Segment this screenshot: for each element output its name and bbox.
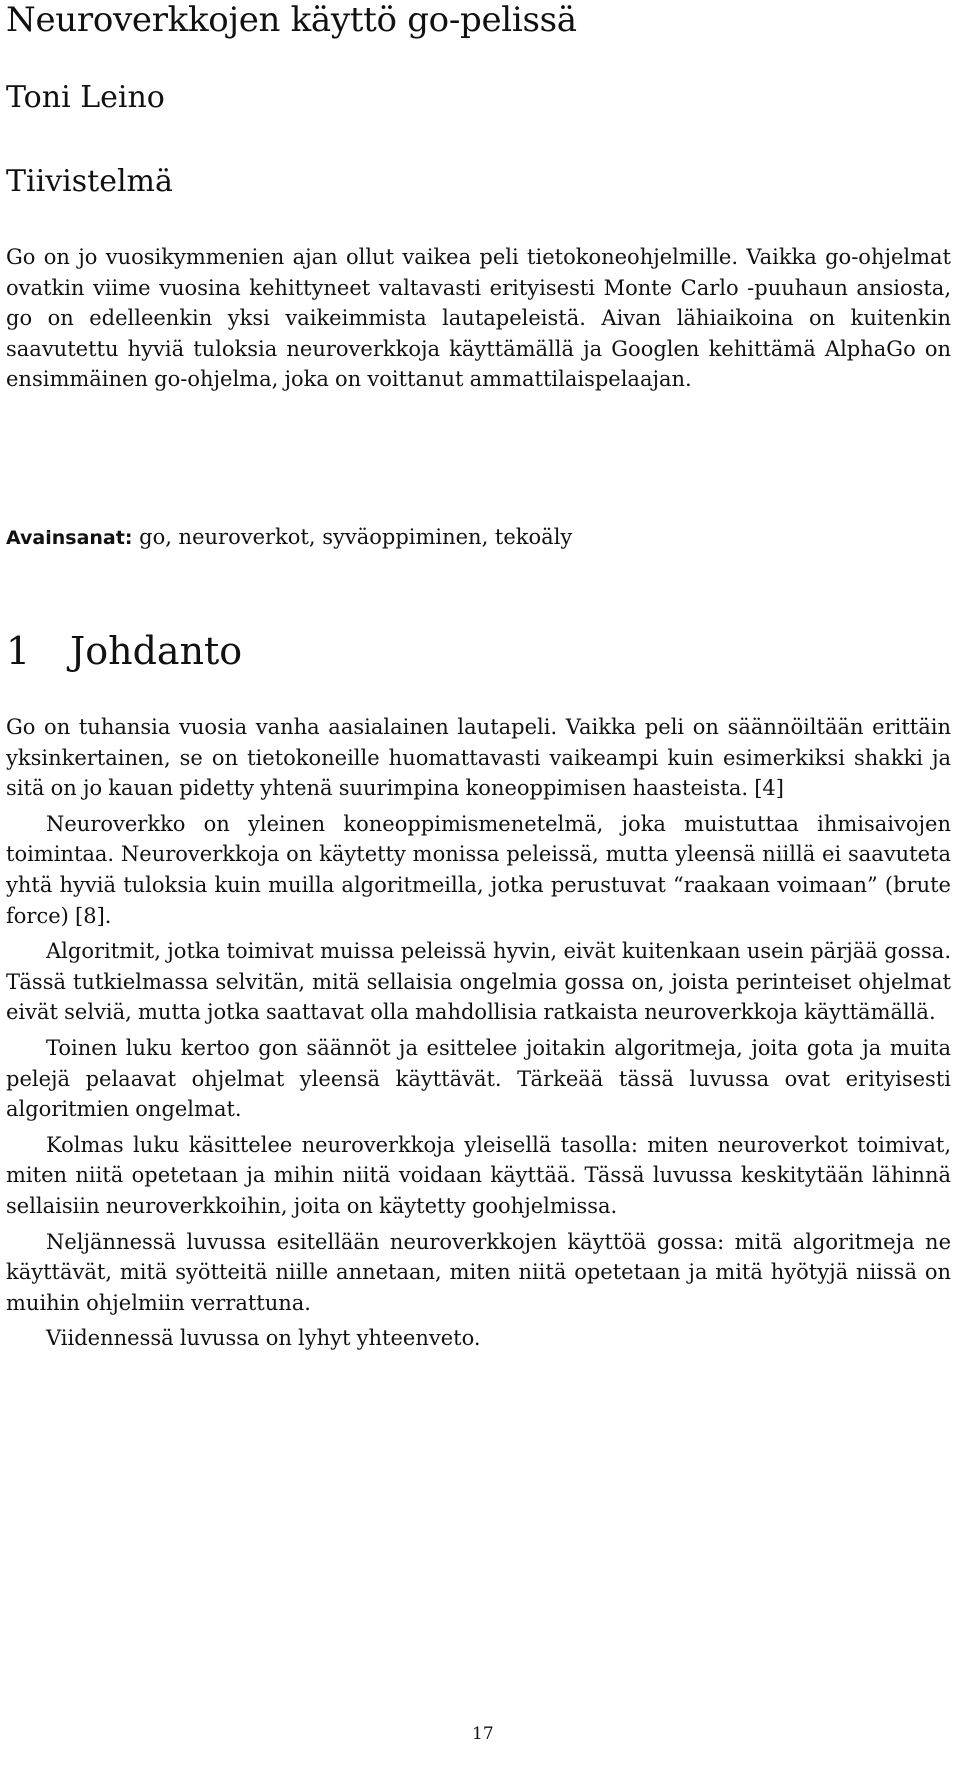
paragraph: Toinen luku kertoo gon säännöt ja esittelee joitakin algoritmeja, joita gota ja muita pelejä pelaavat ohjelmat yleensä käyttävät. Tärkeää tässä luvussa ovat erityisesti algoritmien ongelmat. xyxy=(6,1035,951,1122)
paragraph: Kolmas luku käsittelee neuroverkkoja yleisellä tasolla: miten neuroverkot toimivat, miten niitä opetetaan ja mihin niitä voidaan käyttää. Tässä luvussa keskitytään lähinnä sellaisiin neuroverkkoihin, joita on käytetty goohjelmissa. xyxy=(6,1132,951,1218)
paragraph: Algoritmit, jotka toimivat muissa peleissä hyvin, eivät kuitenkaan usein pärjää gossa. Tässä tutkielmassa selvitän, mitä sellaisia ongelmia gossa on, joista perinteiset ohjelmat eivät selviä, mutta jotka saattavat olla mahdollisia ratkaista neuroverkkoja käyttämällä. xyxy=(6,939,951,1025)
keywords-text: go, neuroverkot, syväoppiminen, tekoäly xyxy=(139,525,573,549)
section-heading xyxy=(6,628,242,674)
paragraph: Neuroverkko on yleinen koneoppimismenetelmä, joka muistuttaa ihmisaivojen toimintaa. Neuroverkkoja on käytetty monissa peleissä, mutta yleensä niillä ei saavuteta yhtä hyviä tuloksia kuin muilla algoritmeilla, jotka perustuvat “raakaan voimaan” (brute force) [8]. xyxy=(6,811,951,928)
abstract-section xyxy=(6,242,951,395)
paragraph: Neljännessä luvussa esitellään neuroverkkojen käyttöä gossa: mitä algoritmeja ne käyttävät, mitä syötteitä niille annetaan, miten niitä opetetaan ja mitä hyötyjä niissä on muihin ohjelmiin verrattuna. xyxy=(6,1229,951,1315)
page-number: 17 xyxy=(472,1724,494,1744)
abstract-text: Go on jo vuosikymmenien ajan ollut vaikea peli tietokoneohjelmille. Vaikka go-ohjelmat ovatkin viime vuosina kehittyneet valtavasti erityisesti Monte Carlo -puuhaun ansiosta, go on edelleenkin yksi vaikeimmista lautapeleistä. Aivan lähiaikoina on kuitenkin saavutettu hyviä tuloksia neuroverkkoja käyttämällä ja Googlen kehittämä AlphaGo on ensimmäinen go-ohjelma, joka on voittanut ammattilaispelaajan. xyxy=(6,245,951,392)
paper-title: Neuroverkkojen käyttö go-pelissä xyxy=(6,0,577,40)
section-number: 1 xyxy=(6,629,31,673)
section-body xyxy=(6,712,951,1354)
section-title: Johdanto xyxy=(70,629,243,673)
keywords-line xyxy=(6,522,951,553)
author-name: Toni Leino xyxy=(6,80,165,115)
paragraph: Go on tuhansia vuosia vanha aasialainen lautapeli. Vaikka peli on säännöiltään erittäin yksinkertainen, se on tietokoneille huomattavasti vaikeampi kuin esimerkiksi shakki ja sitä on jo kauan pidetty yhtenä suurimpina koneoppimisen haasteista. [4] xyxy=(6,715,951,801)
abstract-heading: Tiivistelmä xyxy=(6,164,173,199)
keywords-label: Avainsanat: xyxy=(6,527,133,549)
paragraph: Viidennessä luvussa on lyhyt yhteenveto. xyxy=(46,1326,481,1351)
